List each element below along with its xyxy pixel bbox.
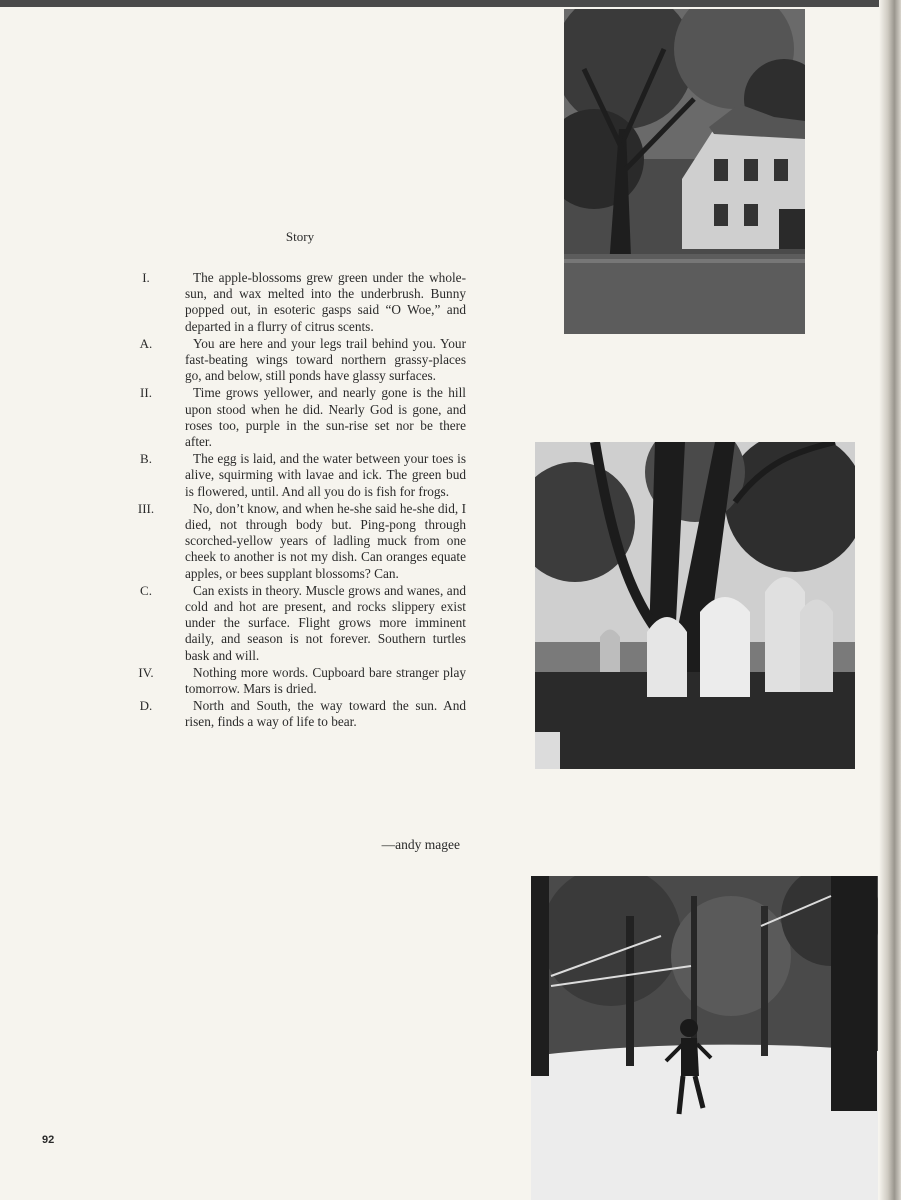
stanza-marker: II. — [140, 385, 152, 401]
poem-body — [128, 270, 466, 732]
stanza-text: North and South, the way toward the sun. And risen, finds a way of life to bear. — [185, 698, 466, 730]
photo-house-among-trees — [564, 9, 805, 334]
stanza — [128, 698, 466, 730]
poem-byline: —andy magee — [381, 837, 460, 852]
photo-cemetery-headstones — [535, 442, 855, 769]
stanza — [128, 270, 466, 335]
top-edge-rule — [0, 0, 901, 7]
stanza — [128, 665, 466, 697]
stanza — [128, 451, 466, 500]
stanza — [128, 501, 466, 582]
stanza — [128, 385, 466, 450]
stanza-text: The egg is laid, and the water between your toes is alive, squirming with lavae and ick. The green bud is flowered, until. And all you do is fish for frogs. — [185, 451, 466, 499]
poem-title: Story — [285, 229, 315, 244]
stanza-marker: A. — [139, 335, 153, 351]
photo-figure-in-snowy-woods — [531, 876, 878, 1200]
stanza — [128, 583, 466, 664]
stanza-text: The apple-blossoms grew green under the whole-sun, and wax melted into the underbrush. Bunny popped out, in esoteric gasps said “O Woe,” and departed in a flurry of citrus scents. — [185, 270, 466, 334]
stanza-marker: IV. — [138, 664, 154, 680]
stanza-text: Time grows yellower, and nearly gone is the hill upon stood when he did. Nearly God is gone, and roses too, purple in the sun-rise set nor be there after. — [185, 385, 466, 450]
page-number: 92 — [42, 1134, 55, 1146]
stanza-marker: III. — [137, 500, 155, 516]
stanza-marker: I. — [142, 270, 150, 285]
stanza-text: You are here and your legs trail behind you. Your fast-beating wings toward northern grassy-places go, and below, still ponds have glassy surfaces. — [185, 335, 466, 384]
stanza-text: No, don’t know, and when he-she said he-she did, I died, not through body but. Ping-pong through scorched-yellow years of ladling muck from one cheek to another is not my dish. Can oranges equate apples, or bees supplant blossoms? Can. — [185, 500, 466, 581]
stanza-marker: C. — [140, 582, 152, 598]
stanza-text: Nothing more words. Cupboard bare stranger play tomorrow. Mars is dried. — [185, 664, 466, 697]
stanza-text: Can exists in theory. Muscle grows and wanes, and cold and hot are present, and rocks slippery exist under the surface. Flight grows more imminent daily, and season is not forever. Southern turtles bask and will. — [185, 582, 466, 663]
page-gutter-shadow — [879, 0, 901, 1200]
stanza-marker: D. — [139, 698, 153, 714]
stanza-marker: B. — [140, 451, 152, 467]
stanza — [128, 336, 466, 385]
